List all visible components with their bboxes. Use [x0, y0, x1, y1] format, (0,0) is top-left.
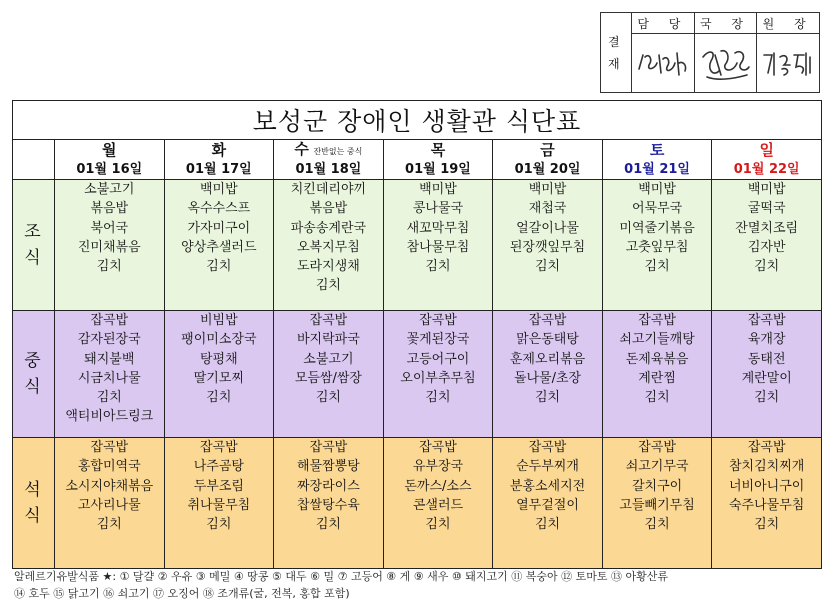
menu-item: 김치	[644, 259, 670, 275]
menu-item: 잡곡밥	[528, 440, 567, 455]
menu-cell	[602, 311, 712, 438]
menu-cell	[55, 438, 165, 569]
menu-item: 김치	[754, 390, 780, 406]
day-date: 01월 16일	[76, 161, 143, 177]
menu-item: 분홍소세지전	[509, 478, 586, 494]
menu-cell	[383, 438, 493, 569]
menu-item: 김치	[206, 390, 232, 406]
day-header-top	[55, 141, 164, 161]
menu-item: 찹쌀탕수육	[297, 497, 360, 513]
day-name: 토	[649, 140, 665, 159]
menu-cell	[383, 311, 493, 438]
menu-item: 열무겉절이	[516, 497, 579, 513]
menu-cell	[712, 438, 822, 569]
menu-cell	[274, 438, 384, 569]
day-name: 화	[211, 140, 227, 159]
menu-item: 육개장	[747, 332, 786, 348]
approval-header-chief: 원 장	[757, 13, 820, 34]
menu-item: 잡곡밥	[747, 313, 786, 328]
day-header-row	[13, 140, 822, 180]
meal-label	[13, 438, 55, 569]
menu-item: 계란찜	[638, 370, 676, 386]
signature-chief	[757, 34, 820, 93]
signature-staff-image	[635, 45, 691, 81]
menu-item: 된장깻잎무침	[509, 239, 586, 255]
signature-director-image	[697, 43, 753, 83]
menu-item: 나주곰탕	[193, 459, 244, 475]
menu-item: 계란말이	[741, 370, 792, 386]
allergen-notes-line1: 알레르기유발식품 ★: ① 달걀 ② 우유 ③ 메밀 ④ 땅콩 ⑤ 대두 ⑥ 밀 ⑦ 고등어 ⑧ 게 ⑨ 새우 ⑩ 돼지고기 ⑪ 복숭아 ⑫ 토마토 ⑬ 아황산류	[14, 570, 668, 583]
menu-item: 순두부찌개	[516, 459, 579, 475]
menu-item: 김치	[754, 259, 780, 275]
menu-item: 잡곡밥	[419, 313, 457, 328]
menu-item: 돼지불백	[84, 351, 135, 367]
day-name: 월	[102, 140, 117, 159]
menu-cell	[602, 438, 712, 569]
day-header-7	[712, 140, 822, 180]
allergen-notes-line2: ⑭ 호두 ⑮ 닭고기 ⑯ 쇠고기 ⑰ 오징어 ⑱ 조개류(굴, 전복, 홍합 포함)	[14, 587, 350, 600]
allergen-notes	[14, 568, 829, 602]
menu-item: 김치	[534, 390, 561, 406]
menu-item: 훈제오리볶음	[509, 351, 586, 367]
menu-item: 김치	[425, 517, 451, 533]
lunch-row	[13, 311, 822, 438]
menu-item: 백미밥	[747, 182, 786, 197]
menu-item: 미역줄기볶음	[619, 220, 695, 236]
day-date: 01월 17일	[185, 161, 252, 177]
menu-item: 소불고기	[303, 351, 354, 367]
menu-item: 오이부추무침	[400, 370, 476, 386]
meal-label	[13, 180, 55, 311]
menu-item: 비빔밥	[200, 313, 238, 328]
menu-item: 김치	[96, 390, 122, 406]
menu-item: 치킨데리야끼	[290, 182, 367, 197]
day-header-5	[493, 140, 603, 180]
menu-item: 볶음밥	[309, 201, 348, 217]
menu-cell	[602, 180, 712, 311]
menu-item: 돈제육볶음	[625, 351, 689, 367]
breakfast-row	[13, 180, 822, 311]
approval-label-text: 결재	[608, 34, 628, 71]
menu-item: 김치	[315, 278, 341, 294]
meal-label-text: 석식	[24, 480, 43, 526]
menu-item: 소시지야채볶음	[65, 478, 154, 494]
menu-item: 도라지생채	[297, 259, 360, 275]
day-header-1	[55, 140, 165, 180]
menu-item: 바지락파국	[297, 332, 360, 348]
menu-cell	[274, 180, 384, 311]
menu-item: 잡곡밥	[309, 440, 348, 455]
menu-item: 쇠고기무국	[625, 459, 689, 475]
menu-item: 취나물무침	[187, 497, 251, 513]
menu-item: 백미밥	[528, 182, 567, 197]
menu-item: 소불고기	[84, 182, 135, 197]
menu-cell	[164, 180, 274, 311]
menu-item: 모듬쌈/쌈장	[294, 370, 362, 386]
signature-director	[694, 34, 757, 93]
menu-item: 유부장국	[412, 459, 464, 475]
menu-item: 해물짬뽕탕	[297, 459, 360, 475]
menu-item: 참치김치찌개	[729, 459, 805, 475]
day-date: 01월 21일	[624, 161, 690, 177]
menu-item: 콩나물국	[412, 201, 464, 217]
menu-item: 홍합미역국	[77, 459, 141, 475]
menu-item: 백미밥	[638, 182, 676, 197]
menu-cell	[383, 180, 493, 311]
approval-header-director: 국 장	[694, 13, 757, 34]
signature-chief-image	[760, 45, 816, 81]
day-header-top	[712, 141, 821, 161]
menu-item: 고춧잎무침	[625, 239, 689, 255]
day-date: 01월 19일	[405, 161, 471, 177]
menu-item: 김치	[754, 517, 780, 533]
menu-title: 보성군 장애인 생활관 식단표	[13, 101, 822, 140]
approval-box	[600, 12, 820, 93]
menu-cell	[55, 180, 165, 311]
menu-item: 잡곡밥	[638, 440, 676, 455]
menu-item: 북어국	[90, 220, 129, 236]
menu-item: 잡곡밥	[200, 440, 238, 455]
day-header-top	[603, 141, 712, 161]
menu-item: 새꼬막무침	[406, 220, 470, 236]
day-date: 01월 20일	[514, 161, 581, 177]
day-header-top	[384, 141, 493, 161]
signature-staff	[632, 34, 695, 93]
menu-item: 파송송계란국	[290, 220, 367, 236]
menu-cell	[493, 180, 603, 311]
menu-cell	[493, 438, 603, 569]
menu-item: 잡곡밥	[747, 440, 786, 455]
menu-item: 재첩국	[528, 201, 567, 217]
menu-item: 김치	[96, 259, 122, 275]
menu-item: 김치	[425, 259, 451, 275]
menu-item: 참나물무침	[406, 239, 470, 255]
menu-item: 김치	[206, 259, 232, 275]
day-header-4	[383, 140, 493, 180]
menu-item: 고사리나물	[77, 497, 141, 513]
menu-item: 김치	[206, 517, 232, 533]
day-header-6	[602, 140, 712, 180]
menu-item: 잡곡밥	[528, 313, 567, 328]
menu-item: 잡곡밥	[419, 440, 457, 455]
meal-label	[13, 311, 55, 438]
menu-item: 오복지무침	[297, 239, 360, 255]
menu-item: 어묵무국	[631, 201, 683, 217]
menu-table	[12, 100, 822, 569]
menu-cell	[164, 311, 274, 438]
day-name: 목	[430, 140, 446, 159]
menu-item: 잡곡밥	[90, 440, 129, 455]
day-name: 금	[540, 140, 555, 159]
menu-item: 잡곡밥	[90, 313, 129, 328]
approval-header-staff: 담 당	[632, 13, 695, 34]
menu-cell	[712, 180, 822, 311]
menu-item: 굴떡국	[747, 201, 786, 217]
menu-item: 잔멸치조림	[735, 220, 799, 236]
menu-item: 돈까스/소스	[404, 478, 472, 494]
menu-item: 갈치구이	[631, 478, 683, 494]
menu-item: 고등어구이	[406, 351, 470, 367]
menu-item: 볶음밥	[90, 201, 129, 217]
menu-item: 쇠고기들깨탕	[619, 332, 695, 348]
menu-item: 너비아니구이	[729, 478, 805, 494]
menu-item: 김자반	[747, 239, 786, 255]
menu-item: 두부조림	[193, 478, 244, 494]
menu-item: 김치	[425, 390, 451, 406]
menu-item: 김치	[644, 390, 670, 406]
menu-cell	[164, 438, 274, 569]
header-corner	[13, 140, 55, 180]
day-name: 일	[759, 140, 774, 159]
day-date: 01월 18일	[295, 162, 362, 177]
menu-item: 잡곡밥	[638, 313, 676, 328]
menu-item: 백미밥	[419, 182, 457, 197]
menu-item: 꽃게된장국	[406, 332, 470, 348]
menu-item: 동태전	[747, 351, 786, 367]
dinner-row	[13, 438, 822, 569]
menu-item: 고들빼기무침	[619, 497, 695, 513]
menu-item: 양상추샐러드	[181, 239, 257, 255]
menu-item: 김치	[644, 517, 670, 533]
day-date: 01월 22일	[733, 161, 800, 177]
menu-item: 김치	[534, 517, 561, 533]
menu-cell	[274, 311, 384, 438]
day-header-top	[274, 140, 383, 161]
day-header-top	[165, 141, 274, 161]
menu-item: 김치	[315, 390, 341, 406]
menu-item: 김치	[96, 517, 122, 533]
menu-item: 딸기모찌	[193, 370, 244, 386]
approval-label	[601, 13, 632, 93]
menu-item: 가자미구이	[187, 220, 251, 236]
day-header-2	[164, 140, 274, 180]
day-header-3	[274, 140, 384, 180]
menu-item: 김치	[534, 259, 561, 275]
menu-item: 얼갈이나물	[516, 220, 579, 236]
meal-label-text: 중식	[24, 351, 43, 397]
menu-item: 김치	[315, 517, 341, 533]
menu-item: 진미채볶음	[77, 239, 141, 255]
menu-item: 액티비아드링크	[65, 409, 154, 425]
day-note: 잔반없는 중식	[313, 147, 363, 156]
menu-item: 시금치나물	[77, 370, 141, 386]
menu-item: 맑은동태탕	[516, 332, 579, 348]
menu-cell	[55, 311, 165, 438]
day-name: 수	[294, 140, 309, 158]
meal-label-text: 조식	[24, 222, 43, 268]
menu-item: 옥수수스프	[187, 201, 251, 217]
menu-item: 감자된장국	[77, 332, 141, 348]
menu-item: 팽이미소장국	[181, 332, 257, 348]
menu-cell	[712, 311, 822, 438]
menu-item: 백미밥	[200, 182, 238, 197]
menu-item: 콘샐러드	[412, 497, 464, 513]
menu-item: 돌나물/초장	[513, 370, 582, 386]
menu-item: 짜장라이스	[297, 478, 360, 494]
menu-item: 잡곡밥	[309, 313, 348, 328]
menu-item: 탕평채	[200, 351, 238, 367]
menu-item: 숙주나물무침	[729, 497, 805, 513]
menu-cell	[493, 311, 603, 438]
day-header-top	[493, 141, 602, 161]
